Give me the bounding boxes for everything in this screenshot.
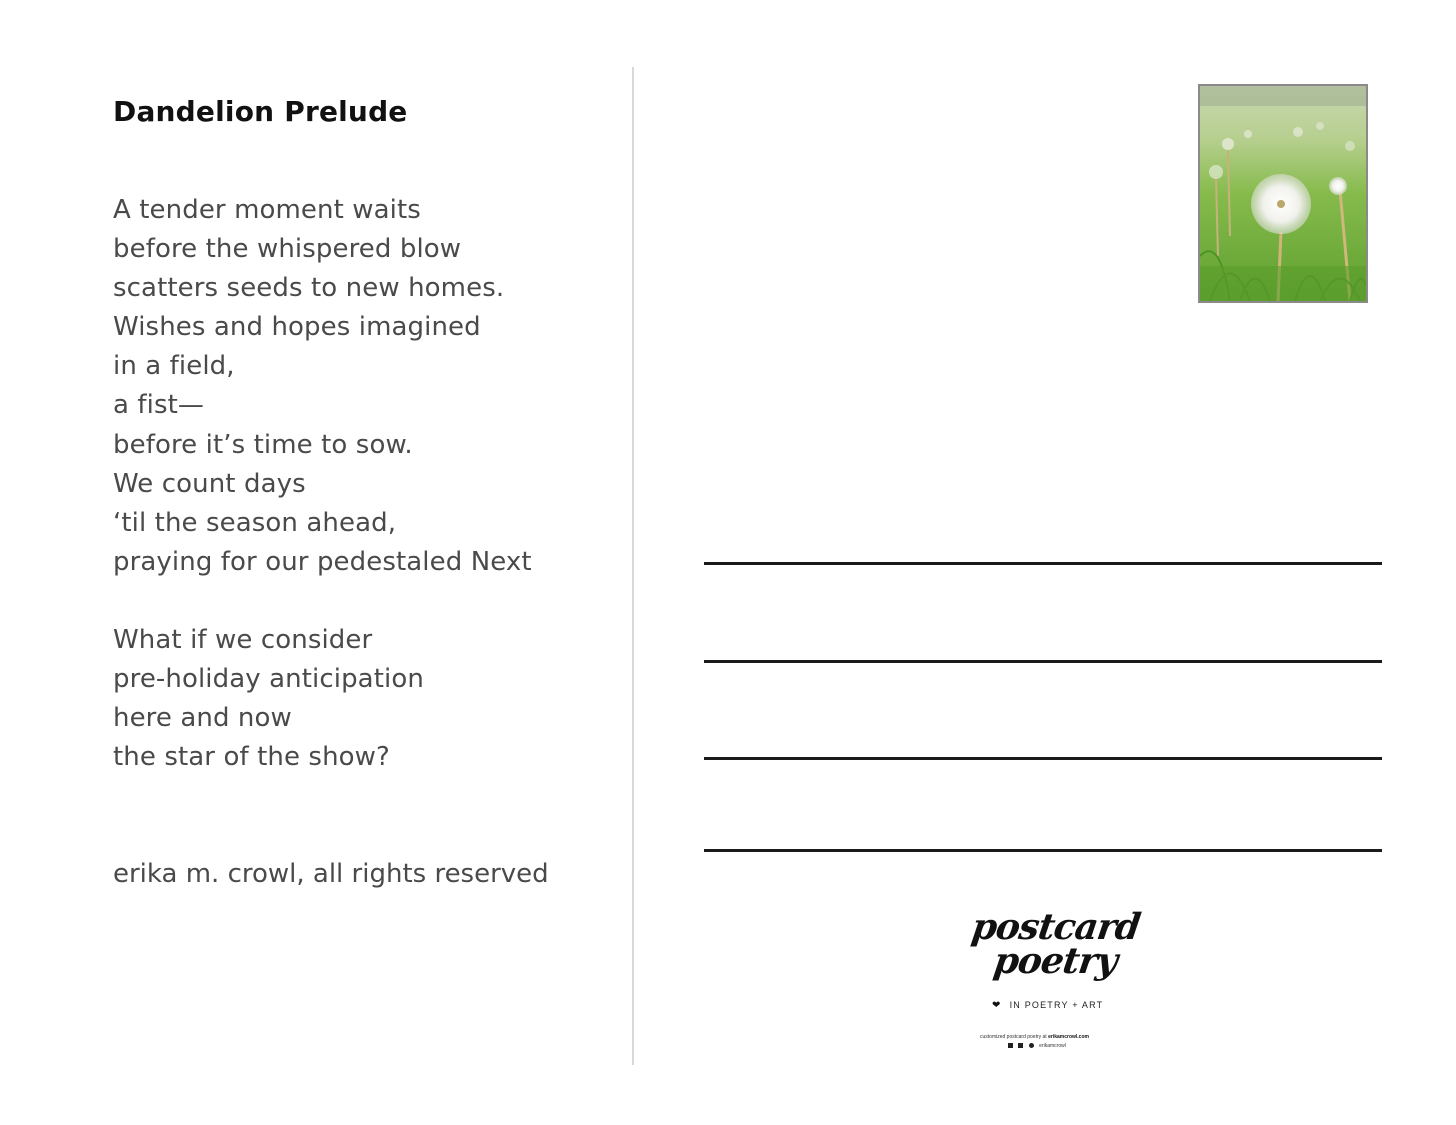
- poem-line: Wishes and hopes imagined: [113, 312, 481, 343]
- address-line-4[interactable]: [704, 849, 1382, 852]
- poem-stanza-1: [113, 191, 532, 582]
- logo-website-link[interactable]: erikamcrowl.com: [1048, 1034, 1089, 1040]
- poem-line: before the whispered blow: [113, 234, 462, 265]
- logo-social-handle: erikamcrowl: [1039, 1043, 1066, 1049]
- logo-social-line: [1008, 1043, 1066, 1049]
- address-line-2[interactable]: [704, 660, 1382, 663]
- logo-website-line: [980, 1034, 1089, 1040]
- poem-line: A tender moment waits: [113, 195, 421, 225]
- poem-credit: erika m. crowl, all rights reserved: [113, 859, 549, 889]
- stamp-image: [1198, 84, 1368, 303]
- poem-line: ‘til the season ahead,: [113, 507, 397, 538]
- poem-line: pre-holiday anticipation: [113, 664, 424, 695]
- logo-tagline-text: IN POETRY + ART: [1009, 1000, 1104, 1010]
- postcard-poetry-logo: [940, 900, 1143, 1060]
- poem-section: [113, 92, 613, 773]
- twitter-icon[interactable]: [1029, 1043, 1034, 1048]
- poem-line: the star of the show?: [113, 742, 390, 773]
- poem-stanza-2: [113, 621, 424, 777]
- center-divider: [632, 67, 634, 1065]
- poem-line: a fist—: [113, 390, 205, 421]
- logo-tagline: [992, 1000, 1103, 1011]
- poem-line: What if we consider: [113, 625, 373, 655]
- poem-line: in a field,: [113, 351, 235, 382]
- heart-icon: ❤: [992, 1000, 1002, 1011]
- address-line-1[interactable]: [704, 562, 1382, 565]
- facebook-icon[interactable]: [1008, 1043, 1013, 1048]
- poem-line: scatters seeds to new homes.: [113, 273, 505, 304]
- poem-line: here and now: [113, 703, 292, 734]
- poem-line: We count days: [113, 468, 306, 499]
- poem-line: praying for our pedestaled Next: [113, 546, 532, 577]
- logo-word-postcard: postcard: [969, 906, 1143, 948]
- dandelion-photo-icon: [1200, 86, 1366, 301]
- address-line-3[interactable]: [704, 757, 1382, 760]
- poem-title: Dandelion Prelude: [113, 95, 408, 128]
- logo-website-prefix: customized postcard poetry at: [980, 1034, 1047, 1040]
- poem-line: before it’s time to sow.: [113, 429, 413, 460]
- logo-word-poetry: poetry: [991, 940, 1120, 982]
- instagram-icon[interactable]: [1018, 1043, 1023, 1048]
